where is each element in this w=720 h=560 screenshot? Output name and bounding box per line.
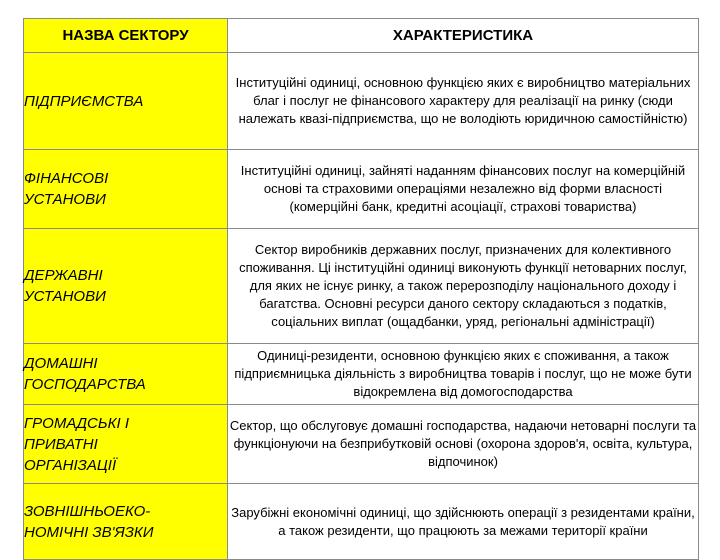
table-row bbox=[24, 229, 699, 344]
header-row bbox=[24, 19, 699, 53]
table-row bbox=[24, 405, 699, 484]
sectors-table bbox=[23, 18, 699, 560]
sector-name: ГРОМАДСЬКІ І ПРИВАТНІ ОРГАНІЗАЦІЇ bbox=[24, 405, 228, 484]
sector-name: ФІНАНСОВІ УСТАНОВИ bbox=[24, 150, 228, 229]
sector-name: ДОМАШНІ ГОСПОДАРСТВА bbox=[24, 344, 228, 405]
sector-name: ДЕРЖАВНІ УСТАНОВИ bbox=[24, 229, 228, 344]
table-row bbox=[24, 53, 699, 150]
header-sector: НАЗВА СЕКТОРУ bbox=[24, 19, 228, 53]
table-row bbox=[24, 150, 699, 229]
sector-description: Сектор, що обслуговує домашні господарства, надаючи нетоварні послуги та функціонуючи на безприбутковій основі (охорона здоров'я, освіта, культура, відпочинок) bbox=[228, 405, 699, 484]
sector-description: Зарубіжні економічні одиниці, що здійснюють операції з резидентами країни, а також резиденти, що працюють за межами території країни bbox=[228, 484, 699, 560]
sector-name: ПІДПРИЄМСТВА bbox=[24, 53, 228, 150]
sector-description: Одиниці-резиденти, основною функцією яких є споживання, а також підприємницька діяльність з виробництва товарів і послуг, що не може бути відокремлена від домогосподарства bbox=[228, 344, 699, 405]
sector-description: Інституційні одиниці, основною функцією яких є виробництво матеріальних благ і послуг не фінансового характеру для реалізації на ринку (сюди належать квазі-підприємства, що не володіють юридичною самостійністю) bbox=[228, 53, 699, 150]
sector-description: Сектор виробників державних послуг, призначених для колективного споживання. Ці інституційні одиниці виконують функції нетоварних послуг, для яких не існує ринку, а також перерозподілу національного доходу і багатства. Основні ресурси даного сектору складаються з податків, соціальних виплат (ощадбанки, уряд, регіональні адміністрації) bbox=[228, 229, 699, 344]
header-characteristic: ХАРАКТЕРИСТИКА bbox=[228, 19, 699, 53]
table-row bbox=[24, 344, 699, 405]
sector-description: Інституційні одиниці, зайняті наданням фінансових послуг на комерційній основі та страховими операціями незалежно від форми власності (комерційні банк, кредитні асоціації, страхові товариства) bbox=[228, 150, 699, 229]
table-row bbox=[24, 484, 699, 560]
sector-name: ЗОВНІШНЬОЕКО- НОМІЧНІ ЗВ'ЯЗКИ bbox=[24, 484, 228, 560]
